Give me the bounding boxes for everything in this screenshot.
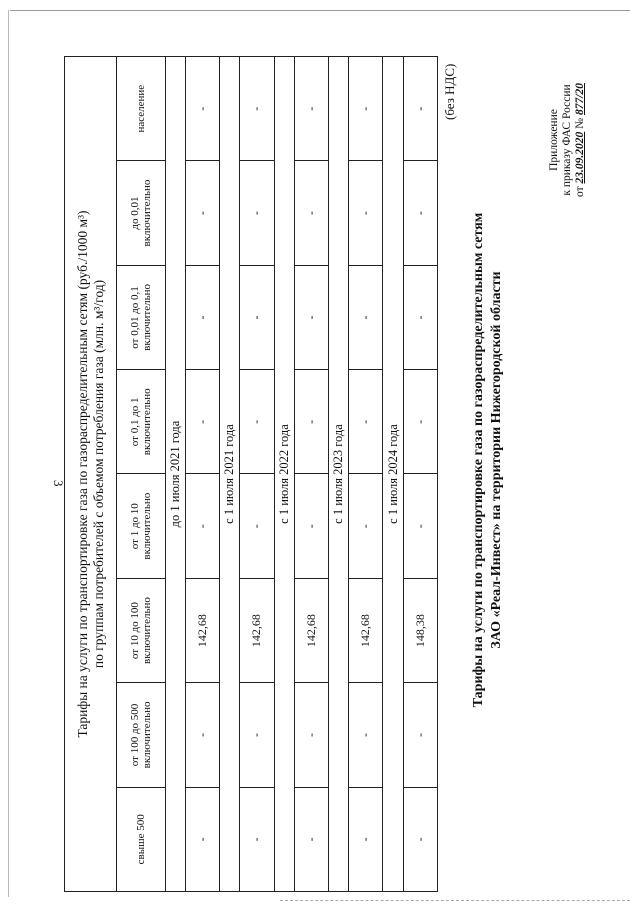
period-row	[220, 57, 240, 892]
table-cell: -	[349, 683, 383, 787]
table-cell: -	[349, 787, 383, 891]
appendix-date-line	[574, 30, 587, 250]
table-cell: -	[240, 161, 274, 265]
appendix-date-prefix: от	[574, 186, 586, 197]
table-cell: -	[240, 683, 274, 787]
table-row	[240, 57, 274, 892]
table-header-line-1: Тарифы на услуги по транспортировке газа по газораспределительным сетям (руб./1000 м³)	[74, 210, 90, 738]
column-header: население	[117, 57, 165, 161]
table-row	[403, 57, 437, 892]
column-header: свыше 500	[117, 787, 165, 891]
document-title-line-2: ЗАО «Реал-Инвест» на территории Нижегородской области	[489, 271, 504, 649]
table-cell: -	[349, 474, 383, 578]
appendix-number: 877/20	[574, 83, 586, 115]
column-header: от 100 до 500 включительно	[117, 683, 165, 787]
period-label: с 1 июля 2024 года	[383, 57, 403, 892]
table-cell: -	[185, 57, 219, 161]
appendix-title: Приложение	[548, 109, 560, 171]
table-cell: -	[185, 683, 219, 787]
table-cell: 142,68	[294, 578, 328, 682]
table-cell: -	[403, 161, 437, 265]
scan-border-bottom	[280, 900, 630, 901]
period-row	[165, 57, 185, 892]
column-header-row	[117, 57, 165, 892]
column-header: до 0,01 включительно	[117, 161, 165, 265]
document-title-line-1: Тарифы на услуги по транспортировке газа по газораспределительным сетям	[471, 212, 486, 708]
table-cell: -	[294, 265, 328, 369]
table-cell: -	[240, 787, 274, 891]
table-cell: -	[294, 474, 328, 578]
table-cell: -	[349, 161, 383, 265]
table-cell: -	[240, 370, 274, 474]
scan-border-top	[10, 10, 630, 11]
vat-note: (без НДС)	[442, 63, 457, 120]
table-cell: -	[403, 370, 437, 474]
table-row	[294, 57, 328, 892]
period-label: с 1 июля 2022 года	[274, 57, 294, 892]
table-cell: -	[185, 370, 219, 474]
table-cell: -	[185, 161, 219, 265]
table-row	[185, 57, 219, 892]
table-cell: -	[403, 474, 437, 578]
table-cell: -	[294, 57, 328, 161]
appendix-block	[548, 30, 587, 250]
table-cell: -	[403, 683, 437, 787]
column-header: от 1 до 10 включительно	[117, 474, 165, 578]
period-row	[329, 57, 349, 892]
table-row	[349, 57, 383, 892]
period-label: с 1 июля 2023 года	[329, 57, 349, 892]
document-title	[470, 20, 506, 900]
table-header	[65, 57, 117, 892]
period-row	[383, 57, 403, 892]
table-cell: -	[294, 370, 328, 474]
table-header-line-2: по группам потребителей с объемом потребления газа (млн. м³/год)	[90, 279, 106, 669]
table-cell: -	[240, 57, 274, 161]
table-cell: -	[349, 370, 383, 474]
appendix-order-ref: к приказу ФАС России	[561, 84, 573, 196]
table-cell: -	[349, 57, 383, 161]
table-cell: -	[294, 161, 328, 265]
table-cell: -	[185, 474, 219, 578]
table-cell: -	[403, 57, 437, 161]
period-label: с 1 июля 2021 года	[220, 57, 240, 892]
table-cell: 148,38	[403, 578, 437, 682]
table-cell: 142,68	[240, 578, 274, 682]
table-cell: -	[294, 683, 328, 787]
table-cell: -	[240, 265, 274, 369]
period-label: до 1 июля 2021 года	[165, 57, 185, 892]
tariff-table	[64, 56, 438, 892]
period-row	[274, 57, 294, 892]
rotated-page-content	[0, 20, 586, 900]
table-cell: -	[403, 787, 437, 891]
table-header-row	[65, 57, 117, 892]
column-header: от 10 до 100 включительно	[117, 578, 165, 682]
table-cell: -	[240, 474, 274, 578]
table-cell: -	[185, 265, 219, 369]
appendix-date: 23.09.2020	[574, 131, 586, 184]
table-cell: 142,68	[349, 578, 383, 682]
appendix-number-label: №	[574, 117, 586, 129]
table-cell: 142,68	[185, 578, 219, 682]
column-header: от 0,1 до 1 включительно	[117, 370, 165, 474]
table-cell: -	[185, 787, 219, 891]
column-header: от 0,01 до 0,1 включительно	[117, 265, 165, 369]
table-cell: -	[349, 265, 383, 369]
table-cell: -	[294, 787, 328, 891]
page-number: 3	[51, 480, 66, 487]
table-cell: -	[403, 265, 437, 369]
